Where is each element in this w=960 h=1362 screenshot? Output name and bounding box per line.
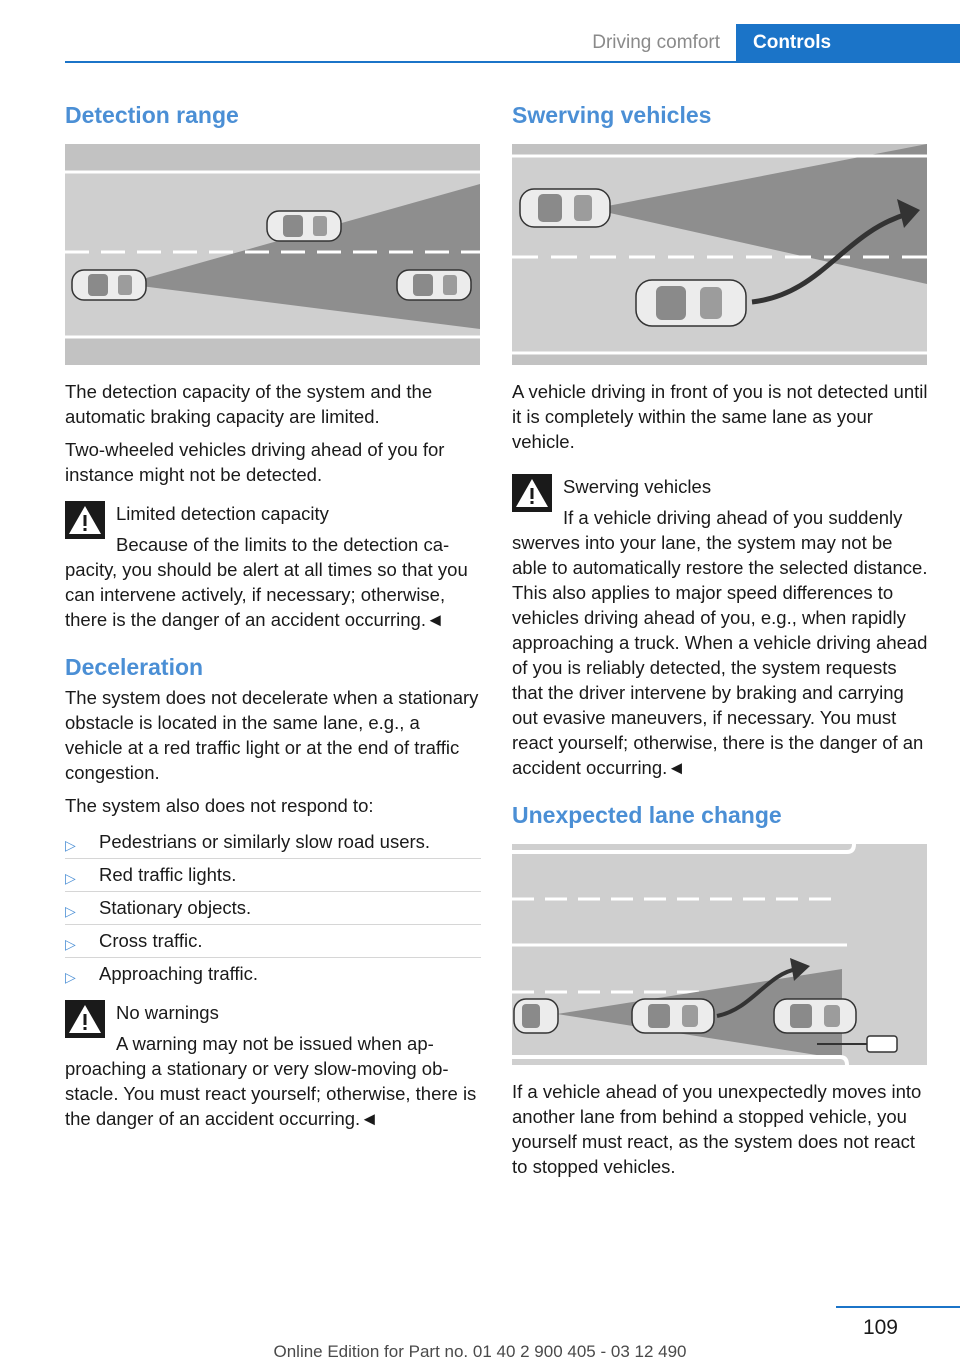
triangle-bullet-icon: ▷ <box>65 936 76 952</box>
warning-title: No warnings <box>116 1002 219 1023</box>
list-item: ▷ Stationary objects. <box>65 892 481 925</box>
heading-deceleration: Deceleration <box>65 654 204 680</box>
detection-range-illustration <box>65 144 480 365</box>
triangle-bullet-icon: ▷ <box>65 969 76 985</box>
warning-notice <box>512 474 928 780</box>
triangle-bullet-icon: ▷ <box>65 837 76 853</box>
heading-detection-range: Detection range <box>65 102 239 128</box>
warning-icon <box>65 501 105 539</box>
left-column <box>65 100 481 1139</box>
paragraph: The system also does not respond to: <box>65 795 374 816</box>
warning-body: Because of the limits to the detection capacity, you should be alert at all times so that you can intervene actively, if necessary; otherwise, there is the danger of an accident occurring.◄ <box>65 534 468 630</box>
car-icon <box>774 999 856 1033</box>
list-item: ▷ Red traffic lights. <box>65 859 481 892</box>
triangle-bullet-icon: ▷ <box>65 870 76 886</box>
warning-body: If a vehicle driving ahead of you suddenly swerves into your lane, the system may not be able to automatically restore the selected distance. This also applies to major speed differences to vehicles driving ahead of you, e.g., when rapidly approaching a truck. When a vehicle driving ahead of you is reliably detected, the system requests that the driver intervene by braking and carrying out evasive maneuvers, if necessary. You must react yourself; otherwise, there is the danger of an accident occurring.◄ <box>512 507 928 778</box>
car-icon <box>267 211 341 241</box>
warning-notice <box>65 1000 481 1131</box>
heading-swerving-vehicles: Swerving vehicles <box>512 102 712 128</box>
car-icon <box>632 999 714 1033</box>
warning-notice <box>65 501 481 632</box>
triangle-bullet-icon: ▷ <box>65 903 76 919</box>
car-icon <box>72 270 146 300</box>
warning-icon <box>65 1000 105 1038</box>
paragraph: A vehicle driving in front of you is not detected until it is completely within the same lane as your vehicle. <box>512 381 928 452</box>
footer-rule <box>836 1306 960 1308</box>
paragraph: If a vehicle ahead of you unexpectedly moves into another lane from behind a stopped vehicle, you yourself must react, as the system does not react to stopped vehicles. <box>512 1081 922 1177</box>
heading-unexpected-lane-change: Unexpected lane change <box>512 802 782 828</box>
warning-title: Swerving vehicles <box>563 476 712 497</box>
paragraph: Two-wheeled vehicles driving ahead of you for instance might not be detected. <box>65 439 445 485</box>
page-number: 109 <box>862 1316 898 1339</box>
warning-title: Limited detection capacity <box>116 503 329 524</box>
paragraph: The system does not decelerate when a stationary obstacle is located in the same lane, e.g., a vehicle at a red traffic light or at the end of traffic congestion. <box>65 687 479 783</box>
header-tab-controls[interactable]: Controls <box>736 24 960 61</box>
car-icon <box>636 280 746 326</box>
header-rule <box>65 61 960 63</box>
warning-body: A warning may not be issued when approaching a stationary or very slow-moving obstacle. You must react yourself; otherwise, there is the danger of an accident occurring.◄ <box>65 1033 477 1129</box>
paragraph: The detection capacity of the system and the automatic braking capacity are limited. <box>65 381 433 427</box>
header-section-title: Driving comfort <box>592 32 720 53</box>
bullet-list <box>65 826 481 990</box>
unexpected-lane-change-illustration <box>512 844 927 1065</box>
warning-icon <box>512 474 552 512</box>
swerving-vehicles-illustration <box>512 144 927 365</box>
car-icon <box>514 999 558 1033</box>
right-column <box>512 100 928 1187</box>
list-item: ▷ Approaching traffic. <box>65 958 481 990</box>
list-item: ▷ Pedestrians or similarly slow road users. <box>65 826 481 859</box>
footer-edition-text: Online Edition for Part no. 01 40 2 900 405 - 03 12 490 <box>273 1342 687 1361</box>
car-icon <box>520 189 610 227</box>
traffic-light-icon <box>867 1036 897 1052</box>
car-icon <box>397 270 471 300</box>
list-item: ▷ Cross traffic. <box>65 925 481 958</box>
